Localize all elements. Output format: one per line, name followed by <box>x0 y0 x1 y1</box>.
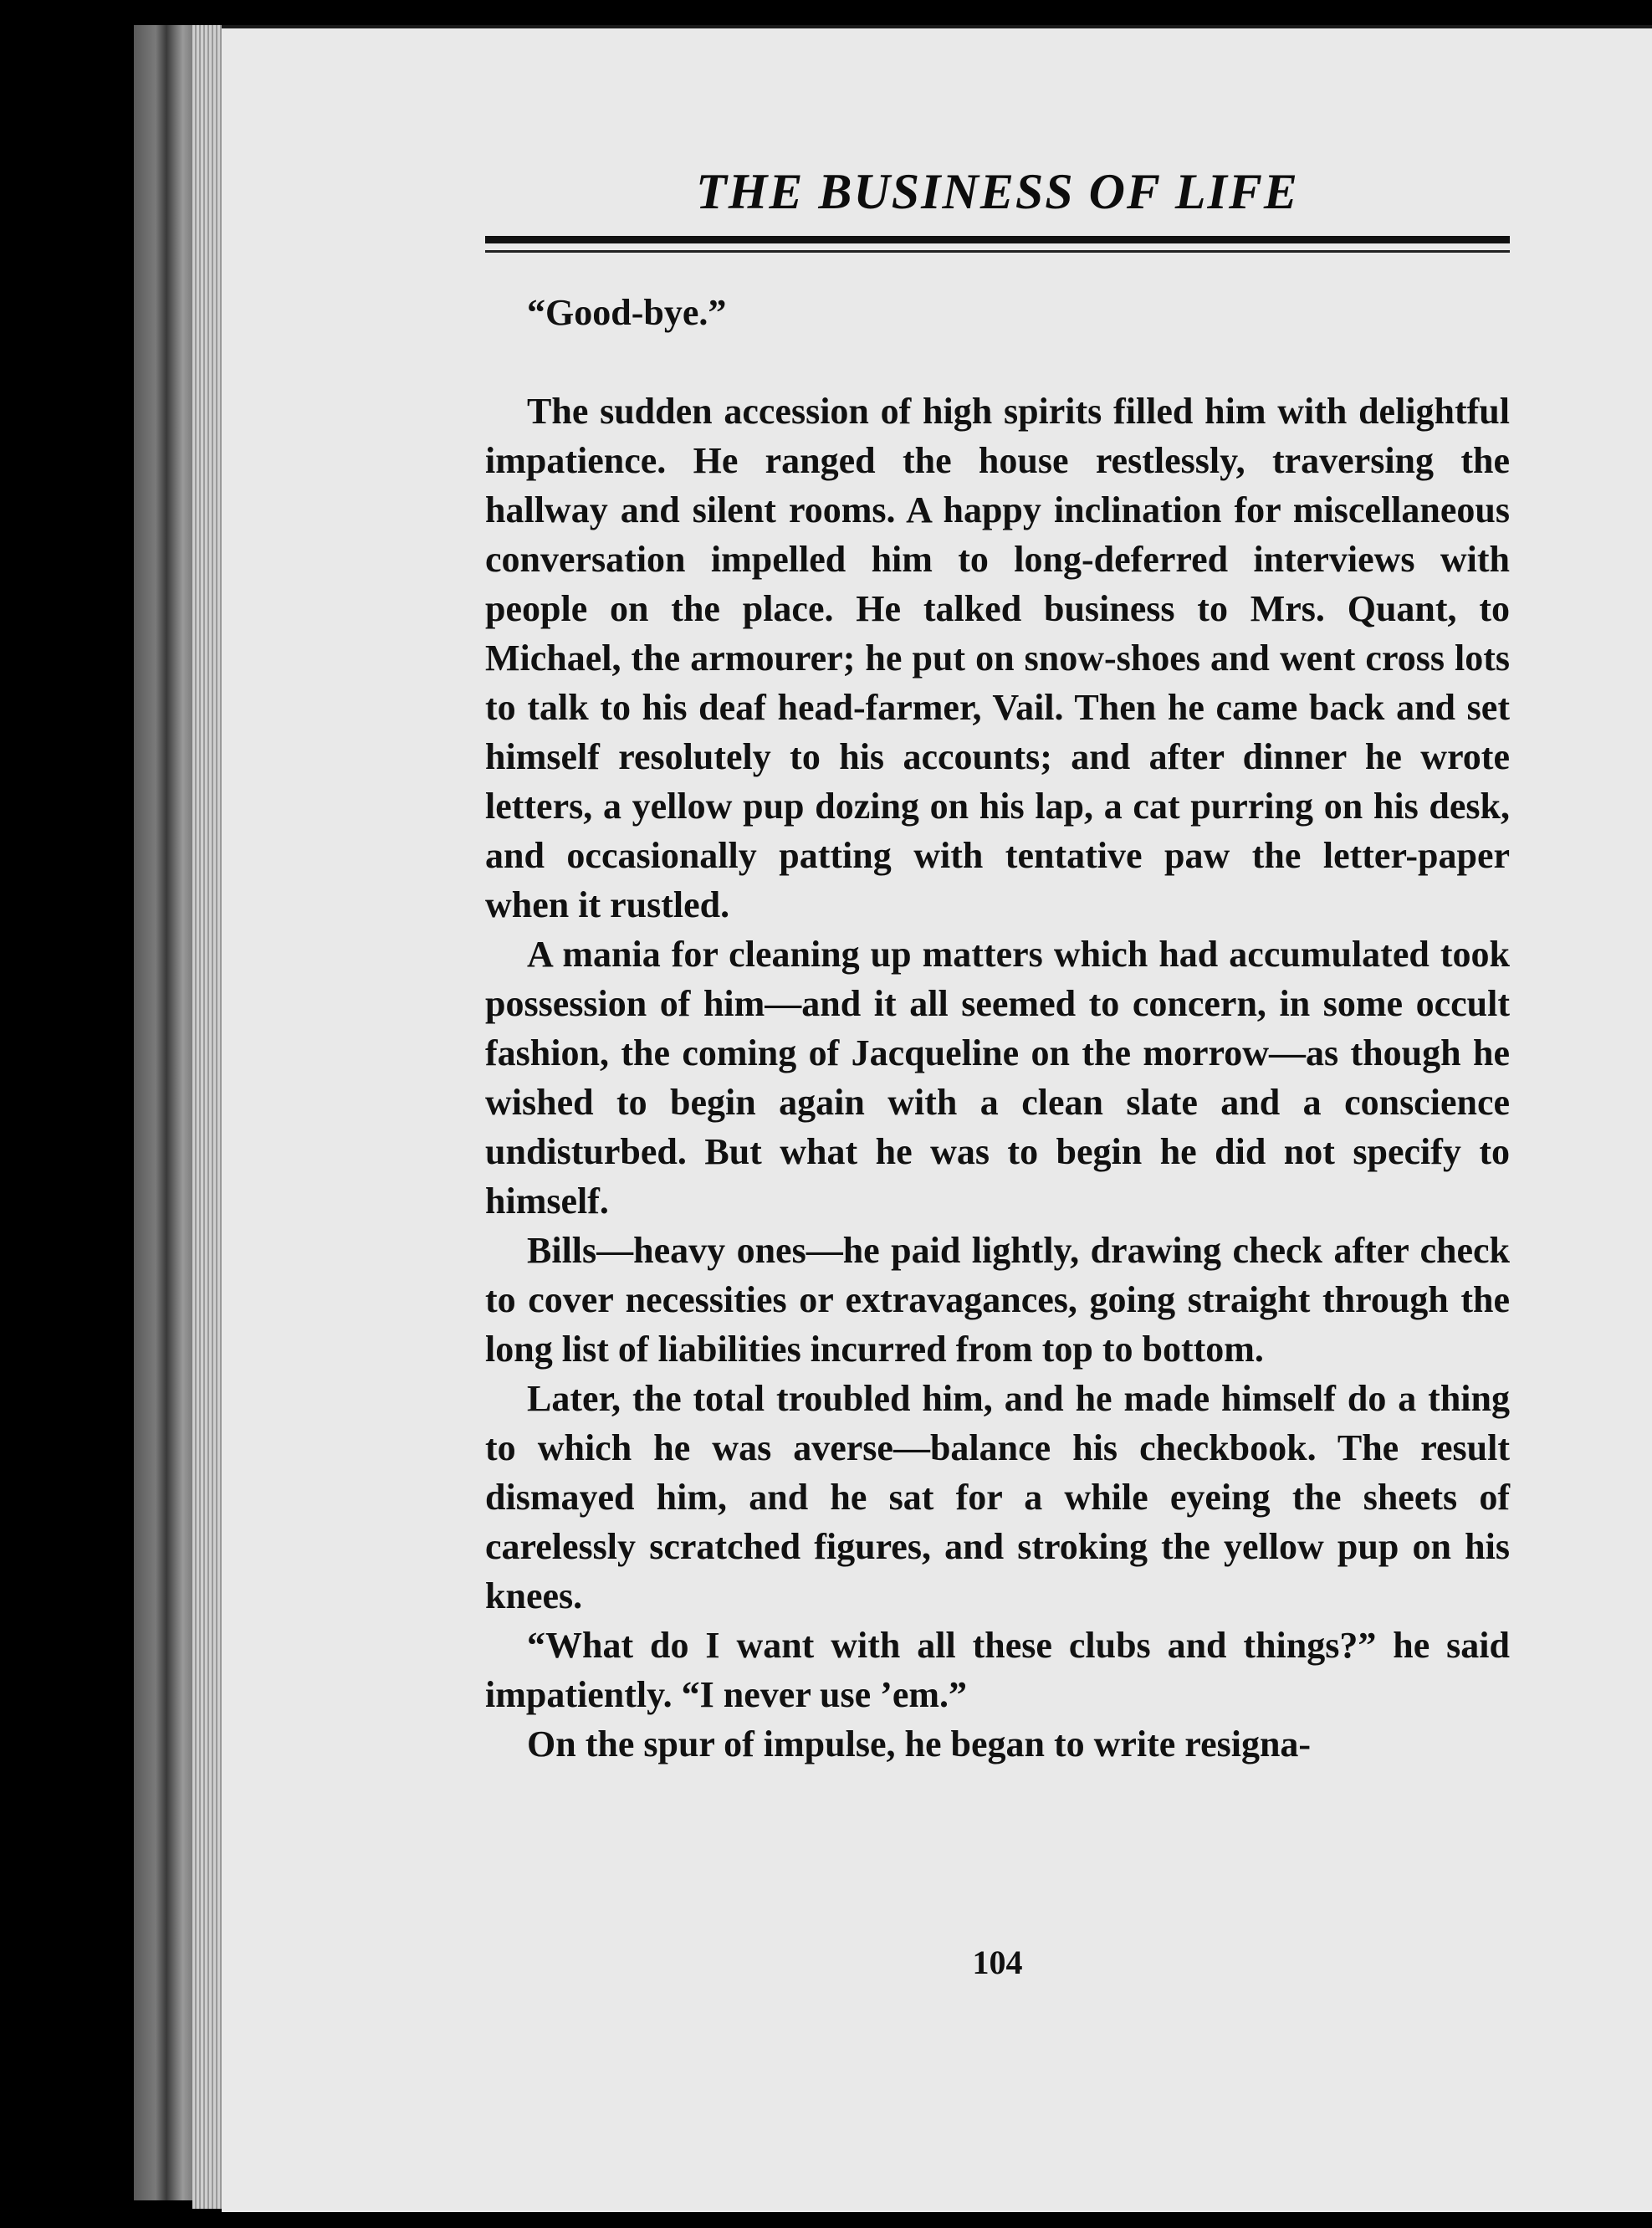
paragraph: Bills—heavy ones—he paid lightly, drawing check after check to cover necessities or extravagances, going straight through the long list of liabilities incurred from top to bottom. <box>485 1230 1510 1370</box>
paragraph: “Good-bye.” <box>527 292 727 333</box>
page-number: 104 <box>972 1944 1023 1981</box>
header-rule-thin <box>485 250 1510 253</box>
paragraph: A mania for cleaning up matters which had accumulated took possession of him—and it all seemed to concern, in some occult fashion, the coming of Jacqueline on the morrow—as though he wished to begin again with a clean slate and a conscience undisturbed. But what he was to begin he did not specify to himself. <box>485 934 1510 1222</box>
body-text <box>485 288 1510 1769</box>
book-page <box>222 25 1652 2212</box>
paragraph: Later, the total troubled him, and he made himself do a thing to which he was averse—balance his checkbook. The result dismayed him, and he sat for a while eyeing the sheets of carelessly scratched figures, and stroking the yellow pup on his knees. <box>485 1378 1510 1616</box>
header-rule-thick <box>485 236 1510 243</box>
paragraph: “What do I want with all these clubs and things?” he said impatiently. “I never use ’em.” <box>485 1625 1510 1715</box>
running-head: THE BUSINESS OF LIFE <box>696 164 1299 219</box>
paragraph: The sudden accession of high spirits filled him with delightful impatience. He ranged the house restlessly, traversing the hallway and silent rooms. A happy inclination for miscellaneous conversation impelled him to long-deferred interviews with people on the place. He talked business to Mrs. Quant, to Michael, the armourer; he put on snow-shoes and went cross lots to talk to his deaf head-farmer, Vail. Then he came back and set himself resolutely to his accounts; and after dinner he wrote letters, a yellow pup dozing on his lap, a cat purring on his desk, and occasionally patting with tentative paw the letter-paper when it rustled. <box>485 391 1510 925</box>
paragraph: On the spur of impulse, he began to write resigna- <box>527 1723 1312 1764</box>
page-text-block <box>485 28 1510 2212</box>
